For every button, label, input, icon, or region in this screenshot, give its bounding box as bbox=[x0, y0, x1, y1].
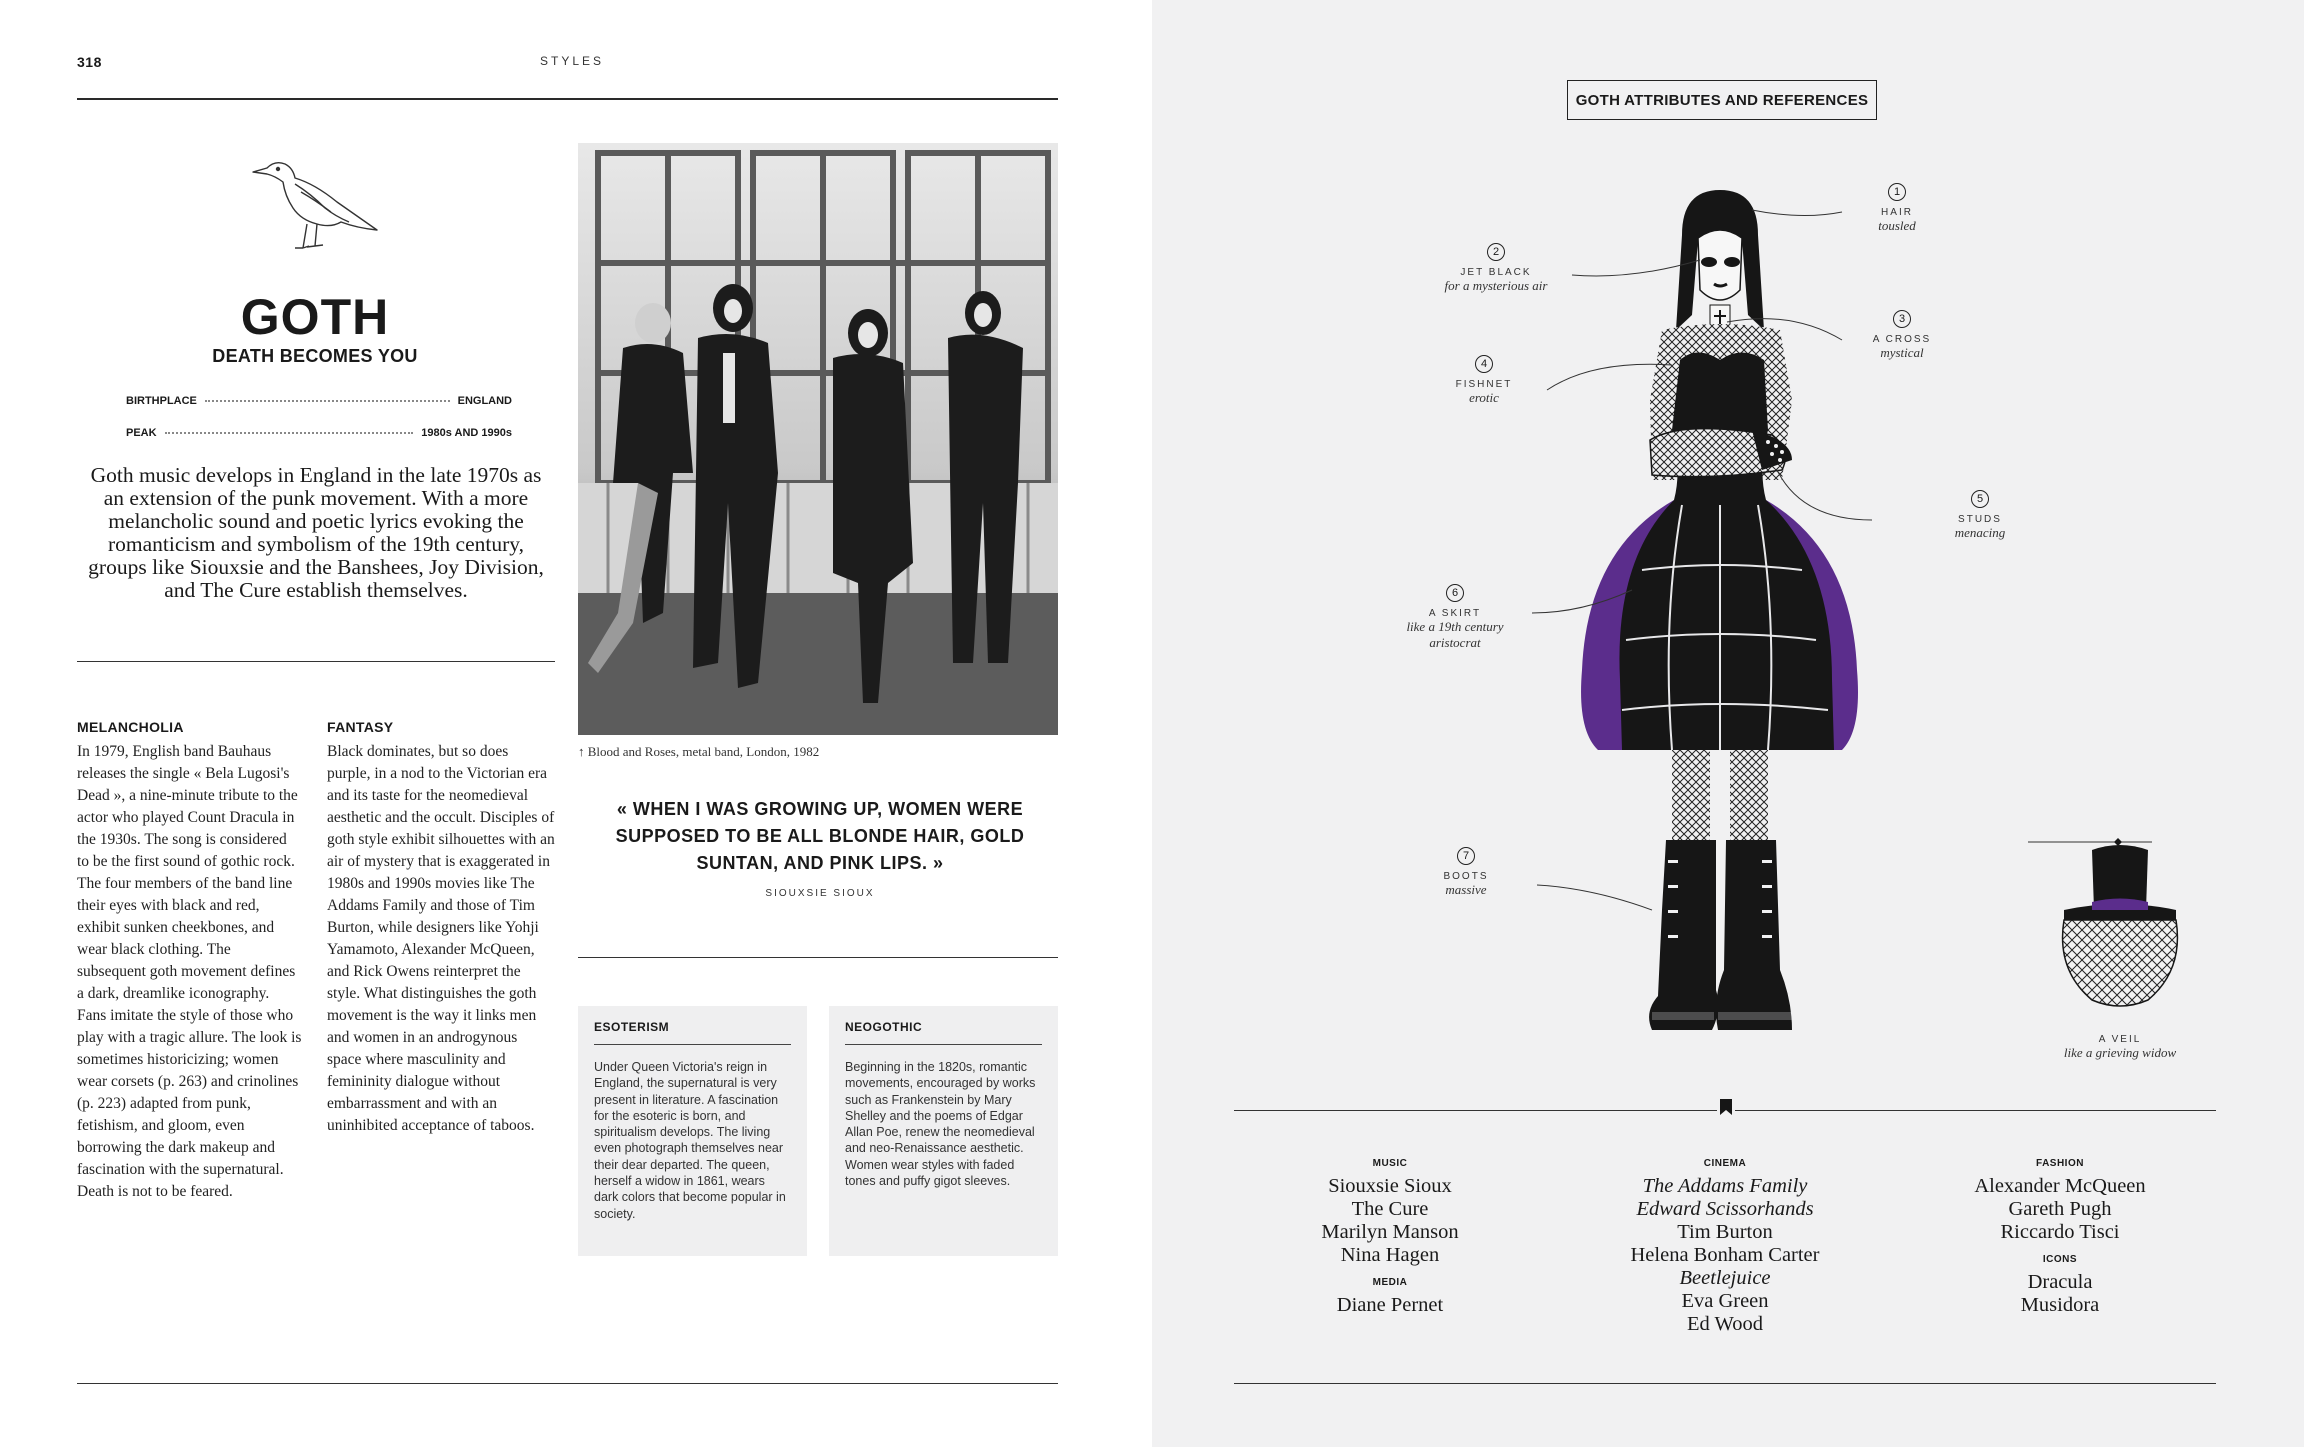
leader-dots bbox=[205, 400, 450, 402]
callout-skirt bbox=[1385, 584, 1525, 651]
callout-name: JET BLACK bbox=[1460, 267, 1532, 278]
ref-item: Ed Wood bbox=[1687, 1313, 1763, 1335]
callout-name: STUDS bbox=[1958, 514, 2002, 525]
page-number: 318 bbox=[77, 54, 102, 70]
intro-rule bbox=[77, 661, 555, 662]
callout-number: 3 bbox=[1893, 310, 1911, 328]
column-text-melancholia: In 1979, English band Bauhaus releases the single « Bela Lugosi's Dead », a nine-minute tribute to the actor who played Count Dracula in the 1930s. The song is considered to be the first sound of gothic rock. The four members of the band line their eyes with black and red, exhibit sunken cheekbones, and wear black clothing. The subsequent goth movement defines a dark, dreamlike iconography. Fans imitate the style of those who play with a tragic allure. The look is sometimes historicizing; women wear corsets (p. 263) and crinolines (p. 223) adapted from punk, fetishism, and gloom, even borrowing the dark makeup and fascination with the supernatural. Death is not to be feared. bbox=[77, 743, 302, 1200]
ref-item: Riccardo Tisci bbox=[2000, 1221, 2120, 1243]
callout-number: 5 bbox=[1971, 490, 1989, 508]
callout-name: HAIR bbox=[1881, 207, 1913, 218]
callout-number: 6 bbox=[1446, 584, 1464, 602]
ref-item: Siouxsie Sioux bbox=[1328, 1175, 1452, 1197]
section-label: STYLES bbox=[540, 54, 605, 68]
right-bottom-rule bbox=[1234, 1383, 2216, 1384]
pull-quote: « WHEN I WAS GROWING UP, WOMEN WERE SUPPOSED TO BE ALL BLONDE HAIR, GOLD SUNTAN, AND PINK LIPS. » bbox=[615, 799, 1025, 873]
callout-studs bbox=[1910, 490, 2050, 541]
meta-value: 1980s AND 1990s bbox=[421, 427, 512, 439]
leader-dots bbox=[165, 432, 414, 434]
ref-item: The Addams Family bbox=[1642, 1175, 1808, 1197]
ref-category: MUSIC bbox=[1372, 1158, 1408, 1169]
ref-item: Nina Hagen bbox=[1340, 1244, 1440, 1266]
photo-caption: ↑ Blood and Roses, metal band, London, 1982 bbox=[578, 744, 820, 759]
references-cinema bbox=[1600, 1158, 1850, 1336]
ref-item: The Cure bbox=[1351, 1198, 1429, 1220]
callout-name: A VEIL bbox=[2098, 1034, 2142, 1045]
goth-figure-illustration bbox=[1152, 150, 2304, 1070]
meta-value: ENGLAND bbox=[457, 395, 512, 407]
callout-desc: tousled bbox=[1878, 218, 1916, 233]
ref-category: ICONS bbox=[2042, 1254, 2078, 1265]
callout-hair bbox=[1827, 183, 1967, 234]
callout-name: A SKIRT bbox=[1428, 608, 1482, 619]
callout-desc: for a mysterious air bbox=[1444, 278, 1548, 293]
callout-name: FISHNET bbox=[1455, 379, 1513, 390]
callout-number: 4 bbox=[1475, 355, 1493, 373]
top-rule bbox=[77, 98, 1058, 100]
ref-item: Helena Bonham Carter bbox=[1630, 1244, 1820, 1266]
callout-number: 2 bbox=[1487, 243, 1505, 261]
band-photo bbox=[578, 143, 1058, 735]
callout-desc: erotic bbox=[1469, 390, 1499, 405]
callout-number: 1 bbox=[1888, 183, 1906, 201]
box-heading: NEOGOTHIC bbox=[845, 1020, 1042, 1045]
ref-item: Alexander McQueen bbox=[1974, 1175, 2146, 1197]
ref-item: Eva Green bbox=[1681, 1290, 1769, 1312]
callout-veil bbox=[2020, 1034, 2220, 1061]
meta-row-peak bbox=[126, 423, 512, 443]
quote-author: SIOUXSIE SIOUX bbox=[765, 888, 875, 899]
page-title: GOTH bbox=[240, 289, 390, 345]
ref-item: Diane Pernet bbox=[1336, 1294, 1444, 1316]
sidebar-box-neogothic bbox=[829, 1006, 1058, 1256]
callout-number: 7 bbox=[1457, 847, 1475, 865]
ref-item: Dracula bbox=[2027, 1271, 2093, 1293]
references-rule-right bbox=[1735, 1110, 2216, 1111]
callout-fishnet bbox=[1414, 355, 1554, 406]
column-heading-fantasy: FANTASY bbox=[327, 719, 394, 735]
callout-name: BOOTS bbox=[1443, 871, 1489, 882]
crow-icon bbox=[245, 150, 385, 250]
callout-desc: menacing bbox=[1954, 525, 2006, 540]
callout-desc: like a grieving widow bbox=[2063, 1045, 2177, 1060]
ref-item: Edward Scissorhands bbox=[1636, 1198, 1814, 1220]
ref-item: Marilyn Manson bbox=[1321, 1221, 1459, 1243]
intro-paragraph: Goth music develops in England in the late 1970s as an extension of the punk movement. With a more melancholic sound and poetic lyrics evoking the romanticism and symbolism of the 19th century, groups like Siouxsie and the Banshees, Joy Division, and The Cure establish themselves. bbox=[88, 463, 544, 602]
references-fashion bbox=[1950, 1158, 2170, 1317]
meta-row-birthplace bbox=[126, 391, 512, 411]
ref-item: Musidora bbox=[2020, 1294, 2100, 1316]
bookmark-icon bbox=[1719, 1098, 1733, 1116]
page-subtitle: DEATH BECOMES YOU bbox=[212, 346, 418, 366]
ref-item: Tim Burton bbox=[1677, 1221, 1773, 1243]
references-music bbox=[1290, 1158, 1490, 1317]
callout-boots bbox=[1396, 847, 1536, 898]
column-text-fantasy: Black dominates, but so does purple, in a nod to the Victorian era and its taste for the neomedieval aesthetic and the occult. Disciples of goth style exhibit silhouettes with an air of mystery that is exaggerated in 1980s and 1990s movies like The Addams Family and those of Tim Burton, while designers like Yohji Yamamoto, Alexander McQueen, and Rick Owens reinterpret the style. What distinguishes the goth movement is the way it links men and women in an androgynous space where masculinity and femininity dialogue without embarrassment and with an uninhibited acceptance of taboos. bbox=[327, 743, 555, 1134]
band-photo-image bbox=[578, 143, 1058, 735]
ref-item: Gareth Pugh bbox=[2008, 1198, 2112, 1220]
meta-label: BIRTHPLACE bbox=[126, 395, 197, 407]
callout-desc: mystical bbox=[1880, 345, 1924, 360]
bottom-rule bbox=[77, 1383, 1058, 1384]
ref-category: FASHION bbox=[2036, 1158, 2084, 1169]
callout-desc: massive bbox=[1445, 882, 1487, 897]
callout-name: A CROSS bbox=[1872, 334, 1932, 345]
meta-label: PEAK bbox=[126, 427, 157, 439]
ref-item: Beetlejuice bbox=[1679, 1267, 1771, 1289]
attributes-title: GOTH ATTRIBUTES AND REFERENCES bbox=[1567, 80, 1877, 120]
column-heading-melancholia: MELANCHOLIA bbox=[77, 719, 184, 735]
ref-category: MEDIA bbox=[1372, 1277, 1408, 1288]
box-text: Under Queen Victoria's reign in England, the supernatural is very present in literature. A fascination for the esoteric is born, and spiritualism develops. The living even photograph themselves near their dear departed. The queen, herself a widow in 1861, wears dark colors that become popular in society. bbox=[594, 1060, 786, 1221]
ref-category: CINEMA bbox=[1703, 1158, 1747, 1169]
sidebar-box-esoterism bbox=[578, 1006, 807, 1256]
callout-jet-black bbox=[1426, 243, 1566, 294]
references-rule-left bbox=[1234, 1110, 1717, 1111]
box-text: Beginning in the 1820s, romantic movements, encouraged by works such as Frankenstein by Mary Shelley and the poems of Edgar Allan Poe, renew the neomedieval and neo-Renaissance aesthetic. Women wear styles with faded tones and puffy gigot sleeves. bbox=[845, 1060, 1036, 1189]
box-heading: ESOTERISM bbox=[594, 1020, 791, 1045]
callout-desc: like a 19th century aristocrat bbox=[1406, 619, 1504, 650]
quote-rule bbox=[578, 957, 1058, 958]
callout-cross bbox=[1832, 310, 1972, 361]
